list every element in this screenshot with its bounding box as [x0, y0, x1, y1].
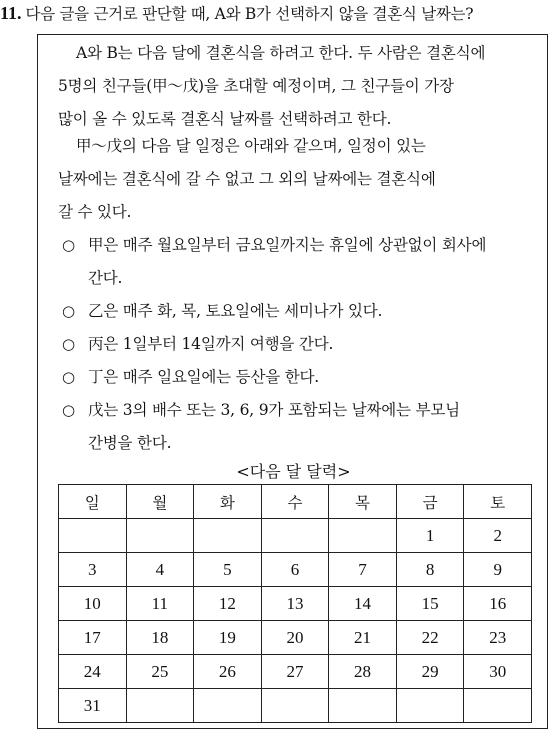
date-cell — [126, 689, 194, 723]
bullet-circle-icon: ○ — [62, 335, 75, 353]
bullet-circle-icon: ○ — [62, 302, 75, 320]
date-cell — [59, 519, 127, 553]
paragraph-1-line: 많이 올 수 있도록 결혼식 날짜를 선택하려고 한다. — [58, 110, 392, 128]
date-cell: 6 — [261, 553, 329, 587]
question-header — [0, 3, 555, 24]
schedule-list — [58, 229, 538, 460]
date-cell: 27 — [261, 655, 329, 689]
date-cell — [194, 519, 262, 553]
date-cell: 4 — [126, 553, 194, 587]
day-header: 금 — [396, 485, 464, 519]
date-cell: 22 — [396, 621, 464, 655]
date-cell: 30 — [464, 655, 532, 689]
paragraph-1-line: 5명의 친구들(甲～戊)을 초대할 예정이며, 그 친구들이 가장 — [58, 77, 454, 95]
question-number: 11. — [0, 3, 22, 23]
bullet-text: 간다. — [88, 269, 123, 287]
bullet-text: 丙은 1일부터 14일까지 여행을 간다. — [88, 335, 334, 353]
table-row — [59, 655, 532, 689]
bullet-text: 甲은 매주 월요일부터 금요일까지는 휴일에 상관없이 회사에 — [88, 236, 487, 254]
table-row — [59, 587, 532, 621]
bullet-circle-icon: ○ — [62, 236, 75, 254]
paragraph-2-line: 갈 수 있다. — [58, 203, 132, 221]
date-cell: 19 — [194, 621, 262, 655]
paragraph-2-line: 甲～戊의 다음 달 일정은 아래와 같으며, 일정이 있는 — [76, 137, 426, 155]
day-header: 일 — [59, 485, 127, 519]
date-cell: 10 — [59, 587, 127, 621]
table-row — [59, 689, 532, 723]
date-cell: 2 — [464, 519, 532, 553]
date-cell: 28 — [329, 655, 397, 689]
date-cell: 11 — [126, 587, 194, 621]
paragraph-2 — [58, 130, 533, 229]
calendar-header-row — [59, 485, 532, 519]
date-cell: 7 — [329, 553, 397, 587]
list-item — [58, 328, 538, 361]
date-cell: 9 — [464, 553, 532, 587]
table-row — [59, 519, 532, 553]
date-cell: 8 — [396, 553, 464, 587]
list-item — [58, 361, 538, 394]
list-item — [58, 295, 538, 328]
list-item — [58, 229, 538, 295]
date-cell — [396, 689, 464, 723]
date-cell: 17 — [59, 621, 127, 655]
table-row — [59, 621, 532, 655]
list-item — [58, 394, 538, 460]
date-cell: 29 — [396, 655, 464, 689]
date-cell — [464, 689, 532, 723]
bullet-text: 乙은 매주 화, 목, 토요일에는 세미나가 있다. — [88, 302, 383, 320]
date-cell — [194, 689, 262, 723]
date-cell: 1 — [396, 519, 464, 553]
date-cell — [329, 689, 397, 723]
date-cell: 16 — [464, 587, 532, 621]
date-cell: 31 — [59, 689, 127, 723]
paragraph-2-line: 날짜에는 결혼식에 갈 수 없고 그 외의 날짜에는 결혼식에 — [58, 170, 436, 188]
day-header: 월 — [126, 485, 194, 519]
day-header: 토 — [464, 485, 532, 519]
date-cell — [126, 519, 194, 553]
calendar-table — [58, 484, 532, 723]
date-cell — [261, 689, 329, 723]
date-cell: 12 — [194, 587, 262, 621]
date-cell: 18 — [126, 621, 194, 655]
date-cell: 23 — [464, 621, 532, 655]
date-cell: 15 — [396, 587, 464, 621]
passage-box — [37, 34, 548, 729]
date-cell: 26 — [194, 655, 262, 689]
bullet-text: 丁은 매주 일요일에는 등산을 한다. — [88, 368, 319, 386]
date-cell: 25 — [126, 655, 194, 689]
day-header: 화 — [194, 485, 262, 519]
date-cell: 13 — [261, 587, 329, 621]
bullet-circle-icon: ○ — [62, 401, 75, 419]
table-row — [59, 553, 532, 587]
bullet-circle-icon: ○ — [62, 368, 75, 386]
calendar-title: <다음 달 달력> — [236, 462, 351, 481]
date-cell — [261, 519, 329, 553]
day-header: 수 — [261, 485, 329, 519]
date-cell — [329, 519, 397, 553]
date-cell: 3 — [59, 553, 127, 587]
date-cell: 5 — [194, 553, 262, 587]
day-header: 목 — [329, 485, 397, 519]
question-text: 다음 글을 근거로 판단할 때, A와 B가 선택하지 않을 결혼식 날짜는? — [25, 5, 474, 23]
bullet-text: 간병을 한다. — [88, 434, 172, 452]
date-cell: 14 — [329, 587, 397, 621]
date-cell: 21 — [329, 621, 397, 655]
paragraph-1-line: A와 B는 다음 달에 결혼식을 하려고 한다. 두 사람은 결혼식에 — [76, 44, 486, 62]
paragraph-1 — [58, 37, 533, 136]
date-cell: 24 — [59, 655, 127, 689]
bullet-text: 戊는 3의 배수 또는 3, 6, 9가 포함되는 날짜에는 부모님 — [88, 401, 460, 419]
date-cell: 20 — [261, 621, 329, 655]
